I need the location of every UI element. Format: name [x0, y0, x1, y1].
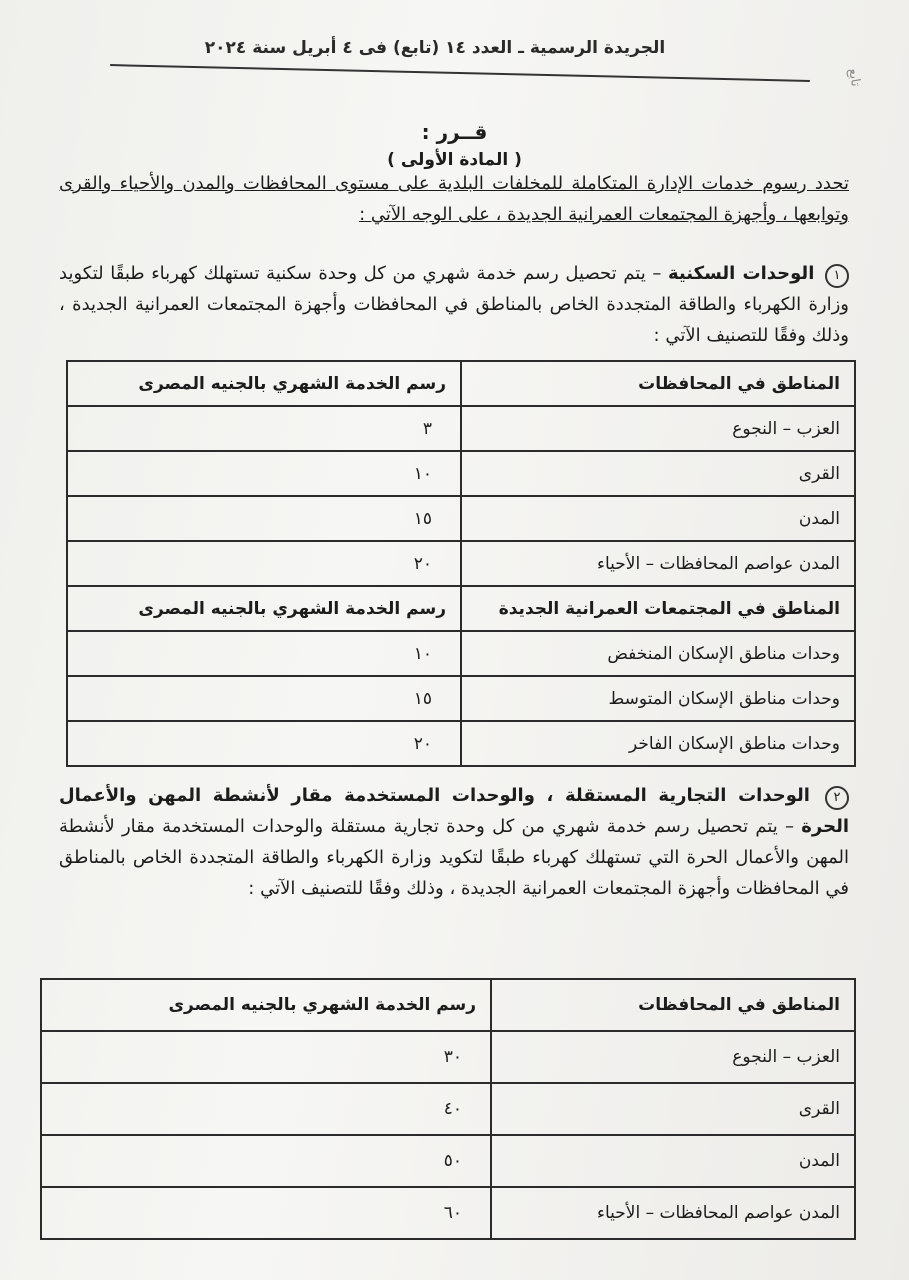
- table-row: [41, 1083, 855, 1135]
- table-row: [67, 496, 855, 541]
- section-2-heading: الوحدات التجارية المستقلة ، والوحدات المستخدمة مقار لأنشطة المهن والأعمال الحرة: [59, 785, 850, 837]
- table-row: [67, 451, 855, 496]
- section-1-heading: الوحدات السكنية: [668, 263, 815, 284]
- fee-cell: ٢٠: [67, 541, 461, 586]
- column-header-area: المناطق في المحافظات: [461, 361, 855, 406]
- margin-note: تابع: [844, 67, 863, 88]
- area-cell: المدن: [491, 1135, 855, 1187]
- fee-cell: ١٥: [67, 496, 461, 541]
- table-row: [67, 676, 855, 721]
- table-header-row: [67, 361, 855, 406]
- table-row: [67, 721, 855, 766]
- article-title: ( المادة الأولى ): [387, 150, 522, 170]
- area-cell: القرى: [461, 451, 855, 496]
- table-header-row: [41, 979, 855, 1031]
- fee-cell: ٣: [67, 406, 461, 451]
- header-divider: [110, 64, 810, 82]
- table-row: [67, 406, 855, 451]
- decision-title: قــرر :: [421, 120, 488, 144]
- table-row: [41, 1187, 855, 1239]
- area-cell: العزب – النجوع: [461, 406, 855, 451]
- area-cell: وحدات مناطق الإسكان المنخفض: [461, 631, 855, 676]
- fee-cell: ٢٠: [67, 721, 461, 766]
- table-row: [41, 1031, 855, 1083]
- fee-cell: ١٠: [67, 631, 461, 676]
- fee-cell: ٦٠: [41, 1187, 491, 1239]
- section-1-text: – يتم تحصيل رسم خدمة شهري من كل وحدة سكنية تستهلك كهرباء طبقًا لتكويد وزارة الكهرباء والطاقة المتجددة الخاص بالمناطق في المحافظات وأجهزة المجتمعات العمرانية الجديدة ، وذلك وفقًا للتصنيف الآتي :: [59, 263, 849, 346]
- fee-cell: ٣٠: [41, 1031, 491, 1083]
- fee-cell: ١٠: [67, 451, 461, 496]
- area-cell: العزب – النجوع: [491, 1031, 855, 1083]
- area-cell: القرى: [491, 1083, 855, 1135]
- area-cell: المدن: [461, 496, 855, 541]
- column-header-fee: رسم الخدمة الشهري بالجنيه المصرى: [67, 586, 461, 631]
- fee-cell: ٤٠: [41, 1083, 491, 1135]
- section-2-number: ٢: [825, 786, 849, 810]
- area-cell: وحدات مناطق الإسكان المتوسط: [461, 676, 855, 721]
- commercial-fees-table: [40, 978, 856, 1240]
- area-cell: المدن عواصم المحافظات – الأحياء: [461, 541, 855, 586]
- fee-cell: ٥٠: [41, 1135, 491, 1187]
- area-cell: وحدات مناطق الإسكان الفاخر: [461, 721, 855, 766]
- table-row: [67, 541, 855, 586]
- column-header-area: المناطق في المجتمعات العمرانية الجديدة: [461, 586, 855, 631]
- residential-fees-table: [66, 360, 856, 767]
- column-header-fee: رسم الخدمة الشهري بالجنيه المصرى: [67, 361, 461, 406]
- intro-paragraph: [59, 168, 849, 230]
- section-2-paragraph: [59, 780, 849, 904]
- gazette-header: الجريدة الرسمية ـ العدد ١٤ (تابع) فى ٤ أبريل سنة ٢٠٢٤: [204, 38, 666, 58]
- table-row: [41, 1135, 855, 1187]
- section-2-text: – يتم تحصيل رسم خدمة شهري من كل وحدة تجارية مستقلة والوحدات المستخدمة مقار لأنشطة المهن والأعمال الحرة التي تستهلك كهرباء طبقًا لتكويد وزارة الكهرباء والطاقة المتجددة الخاص بالمناطق في المحافظات وأجهزة المجتمعات العمرانية الجديدة ، وذلك وفقًا للتصنيف الآتي :: [59, 816, 849, 899]
- section-1-number: ١: [825, 264, 849, 288]
- area-cell: المدن عواصم المحافظات – الأحياء: [491, 1187, 855, 1239]
- intro-text: تحدد رسوم خدمات الإدارة المتكاملة للمخلفات البلدية على مستوى المحافظات والمدن والأحياء والقرى وتوابعها ، وأجهزة المجتمعات العمرانية الجديدة ، على الوجه الآتي :: [59, 173, 849, 225]
- table-row: [67, 631, 855, 676]
- table-subheader-row: [67, 586, 855, 631]
- column-header-fee: رسم الخدمة الشهري بالجنيه المصرى: [41, 979, 491, 1031]
- fee-cell: ١٥: [67, 676, 461, 721]
- column-header-area: المناطق في المحافظات: [491, 979, 855, 1031]
- section-1-paragraph: [59, 258, 849, 351]
